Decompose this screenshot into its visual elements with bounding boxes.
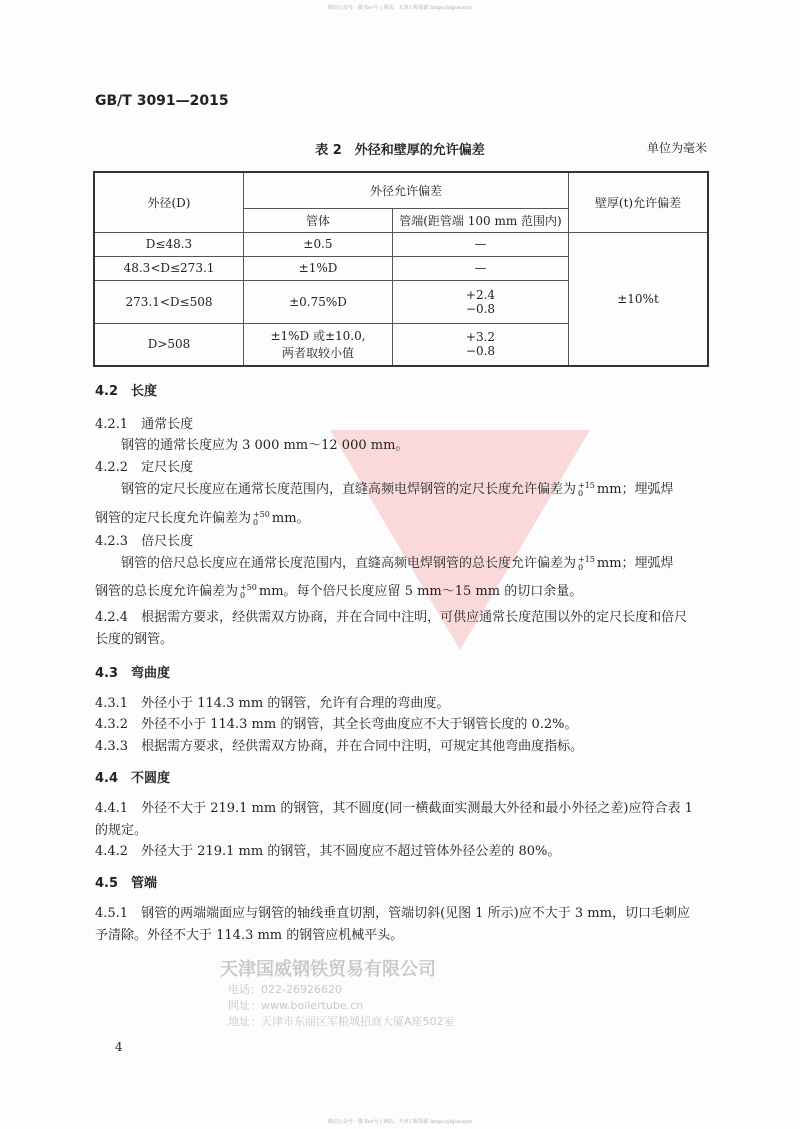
body-line2: 两者取较小值 (281, 346, 354, 361)
section-4-3-2: 4.3.2 外径不小于 114.3 mm 的钢管，其全长弯曲度应不大于钢管长度的 0.2%。 (95, 717, 578, 732)
header-watermark: 微信公众号：微书vv号 | 网站：天津工程资源 https://jdjsw.xyz/ (327, 5, 473, 11)
end-minus: −0.8 (465, 301, 496, 316)
tolerance (578, 482, 595, 498)
paragraph (121, 478, 674, 498)
table-unit: 单位为毫米 (646, 141, 707, 155)
paragraph (95, 507, 310, 527)
cell-body: ±0.5 (244, 232, 393, 256)
text: 钢管的总长度允许偏差为 (95, 584, 239, 599)
page-number: 4 (115, 1040, 123, 1054)
end-minus: −0.8 (465, 344, 496, 359)
footer-watermark: 微信公众号：微书vv号 | 网站：天津工程资源 https://jdjsw.xyz/ (327, 1119, 473, 1125)
tol-lower: 0 (253, 517, 259, 527)
watermark-address: 地址：天津市东丽区军粮城招商大厦A座502室 (228, 1015, 455, 1028)
text: mm；埋弧焊 (596, 482, 674, 497)
header-od-tol: 外径允许偏差 (244, 172, 569, 208)
end-plus: +2.4 (465, 287, 496, 302)
cell-wall: ±10%t (569, 232, 709, 366)
cell-od: D>508 (94, 323, 244, 366)
tolerance-table (93, 171, 709, 367)
paragraph: 长度的钢管。 (95, 632, 174, 647)
tolerance (240, 584, 257, 600)
tol-upper: +50 (240, 582, 257, 592)
watermark-phone: 电话：022-26926620 (228, 983, 342, 996)
header-end: 管端(距管端 100 mm 范围内) (393, 208, 569, 232)
section-4-2-2: 4.2.2 定尺长度 (95, 460, 194, 475)
paragraph: 钢管的通常长度应为 3 000 mm～12 000 mm。 (121, 438, 409, 453)
cell-body: ±1%D (244, 256, 393, 280)
section-4-2: 4.2 长度 (95, 384, 158, 399)
section-4-4: 4.4 不圆度 (95, 771, 171, 786)
cell-od: D≤48.3 (94, 232, 244, 256)
standard-number: GB/T 3091—2015 (95, 93, 229, 109)
cell-od: 273.1<D≤508 (94, 280, 244, 323)
text: mm；埋弧焊 (596, 556, 674, 571)
paragraph (121, 552, 674, 572)
paragraph: 的规定。 (95, 823, 148, 838)
tol-upper: +50 (253, 509, 270, 519)
section-4-3-3: 4.3.3 根据需方要求，经供需双方协商，并在合同中注明，可规定其他弯曲度指标。 (95, 739, 584, 754)
watermark-web: 网址：www.boilertube.cn (228, 999, 364, 1012)
header-wall: 壁厚(t)允许偏差 (569, 172, 709, 232)
section-4-4-1: 4.4.1 外径不大于 219.1 mm 的钢管，其不圆度(同一横截面实测最大外径和最小外径之差)应符合表 1 (95, 801, 693, 816)
paragraph (95, 580, 582, 600)
body-line1: ±1%D 或±10.0, (270, 329, 366, 344)
section-4-2-4: 4.2.4 根据需方要求，经供需双方协商，并在合同中注明，可供应通常长度范围以外的定尺长度和倍尺 (95, 610, 688, 625)
section-4-5: 4.5 管端 (95, 876, 158, 891)
tolerance (253, 511, 270, 527)
tol-upper: +15 (578, 554, 595, 564)
section-4-3: 4.3 弯曲度 (95, 666, 171, 681)
tol-upper: +15 (578, 480, 595, 490)
section-4-5-1: 4.5.1 钢管的两端端面应与钢管的轴线垂直切割，管端切斜(见图 1 所示)应不大于 3 mm，切口毛刺应 (95, 906, 690, 921)
cell-body (244, 323, 393, 366)
section-4-2-3: 4.2.3 倍尺长度 (95, 534, 194, 549)
cell-body: ±0.75%D (244, 280, 393, 323)
paragraph: 予清除。外径不大于 114.3 mm 的钢管应机械平头。 (95, 928, 404, 943)
end-plus: +3.2 (465, 330, 496, 345)
text: 钢管的倍尺总长度应在通常长度范围内，直缝高频电焊钢管的总长度允许偏差为 (121, 556, 577, 571)
text: mm。 (271, 511, 310, 526)
watermark-company: 天津国威钢铁贸易有限公司 (220, 959, 436, 980)
text: mm。每个倍尺长度应留 5 mm～15 mm 的切口余量。 (258, 584, 583, 599)
cell-end (393, 280, 569, 323)
text: 钢管的定尺长度应在通常长度范围内，直缝高频电焊钢管的定尺长度允许偏差为 (121, 482, 577, 497)
table-row (94, 232, 708, 256)
tol-lower: 0 (578, 488, 584, 498)
header-od: 外径(D) (94, 172, 244, 232)
cell-end: — (393, 256, 569, 280)
tol-lower: 0 (240, 590, 246, 600)
section-4-2-1: 4.2.1 通常长度 (95, 417, 194, 432)
cell-end: — (393, 232, 569, 256)
cell-od: 48.3<D≤273.1 (94, 256, 244, 280)
header-body: 管体 (244, 208, 393, 232)
text: 钢管的定尺长度允许偏差为 (95, 511, 252, 526)
tol-lower: 0 (578, 562, 584, 572)
table-title: 表 2 外径和壁厚的允许偏差 (315, 143, 485, 158)
tolerance (578, 556, 595, 572)
section-4-3-1: 4.3.1 外径小于 114.3 mm 的钢管，允许有合理的弯曲度。 (95, 696, 450, 711)
cell-end (393, 323, 569, 366)
section-4-4-2: 4.4.2 外径大于 219.1 mm 的钢管，其不圆度应不超过管体外径公差的 80%。 (95, 844, 561, 859)
